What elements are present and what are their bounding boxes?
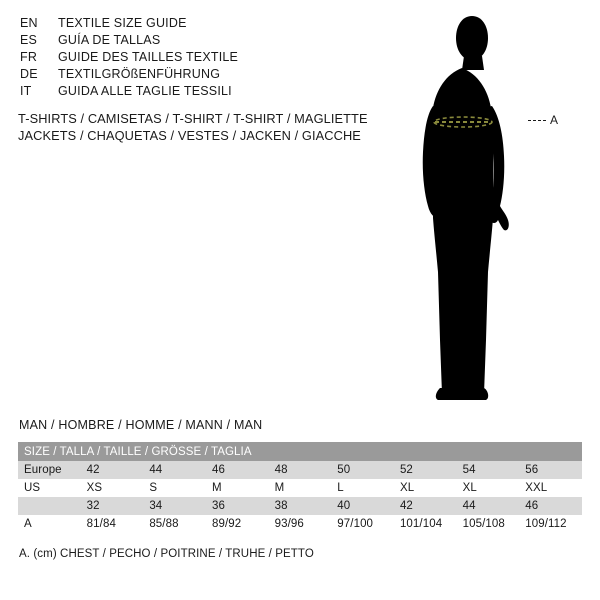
cell-value: S xyxy=(143,479,206,497)
cell-value: 52 xyxy=(394,461,457,479)
size-table-head xyxy=(18,442,582,461)
cell-value: 105/108 xyxy=(457,515,520,533)
table-header-cell: SIZE / TALLA / TAILLE / GRÖSSE / TAGLIA xyxy=(18,442,582,461)
row-label xyxy=(18,497,81,515)
cell-value: 89/92 xyxy=(206,515,269,533)
row-label: US xyxy=(18,479,81,497)
cell-value: 38 xyxy=(269,497,332,515)
language-code: IT xyxy=(20,84,32,98)
cell-value: 97/100 xyxy=(331,515,394,533)
size-table xyxy=(18,442,582,533)
cell-value: M xyxy=(206,479,269,497)
language-text: GUIDE DES TAILLES TEXTILE xyxy=(58,50,239,64)
cell-value: 93/96 xyxy=(269,515,332,533)
cell-value: L xyxy=(331,479,394,497)
cell-value: 46 xyxy=(206,461,269,479)
table-row xyxy=(18,479,582,497)
cell-value: 34 xyxy=(143,497,206,515)
language-row xyxy=(20,33,380,50)
cell-value: 109/112 xyxy=(519,515,582,533)
language-text: GUIDA ALLE TAGLIE TESSILI xyxy=(58,84,232,98)
language-code: EN xyxy=(20,16,38,30)
table-header-row xyxy=(18,442,582,461)
cell-value: 56 xyxy=(519,461,582,479)
cell-value: 44 xyxy=(143,461,206,479)
category-line-jackets: JACKETS / CHAQUETAS / VESTES / JACKEN / GIACCHE xyxy=(18,128,361,143)
measure-leader-line xyxy=(528,120,546,121)
table-row xyxy=(18,461,582,479)
cell-value: 48 xyxy=(269,461,332,479)
cell-value: 54 xyxy=(457,461,520,479)
category-line-tshirts: T-SHIRTS / CAMISETAS / T-SHIRT / T-SHIRT / MAGLIETTE xyxy=(18,111,368,126)
cell-value: 42 xyxy=(81,461,144,479)
row-label: Europe xyxy=(18,461,81,479)
size-table-wrap xyxy=(18,442,582,533)
language-text: GUÍA DE TALLAS xyxy=(58,33,161,47)
category-block xyxy=(18,110,398,144)
cell-value: M xyxy=(269,479,332,497)
cell-value: 50 xyxy=(331,461,394,479)
cell-value: 42 xyxy=(394,497,457,515)
cell-value: 81/84 xyxy=(81,515,144,533)
language-code: DE xyxy=(20,67,38,81)
cell-value: 46 xyxy=(519,497,582,515)
table-row xyxy=(18,515,582,533)
cell-value: XL xyxy=(457,479,520,497)
cell-value: 32 xyxy=(81,497,144,515)
language-text: TEXTILE SIZE GUIDE xyxy=(58,16,187,30)
cell-value: 101/104 xyxy=(394,515,457,533)
male-silhouette-figure xyxy=(400,10,600,410)
table-group-title: MAN / HOMBRE / HOMME / MANN / MAN xyxy=(19,418,263,432)
language-row xyxy=(20,67,380,84)
language-row xyxy=(20,50,380,67)
cell-value: 36 xyxy=(206,497,269,515)
language-code: FR xyxy=(20,50,38,64)
language-header-block xyxy=(20,16,380,101)
footnote-chest: A. (cm) CHEST / PECHO / POITRINE / TRUHE / PETTO xyxy=(19,548,314,560)
measure-label-a: A xyxy=(550,113,559,127)
size-table-body xyxy=(18,461,582,533)
cell-value: XL xyxy=(394,479,457,497)
language-code: ES xyxy=(20,33,38,47)
silhouette-svg xyxy=(400,10,600,410)
table-row xyxy=(18,497,582,515)
cell-value: 40 xyxy=(331,497,394,515)
cell-value: XXL xyxy=(519,479,582,497)
cell-value: XS xyxy=(81,479,144,497)
language-row xyxy=(20,16,380,33)
cell-value: 44 xyxy=(457,497,520,515)
row-label: A xyxy=(18,515,81,533)
language-text: TEXTILGRÖßENFÜHRUNG xyxy=(58,67,221,81)
language-row xyxy=(20,84,380,101)
cell-value: 85/88 xyxy=(143,515,206,533)
